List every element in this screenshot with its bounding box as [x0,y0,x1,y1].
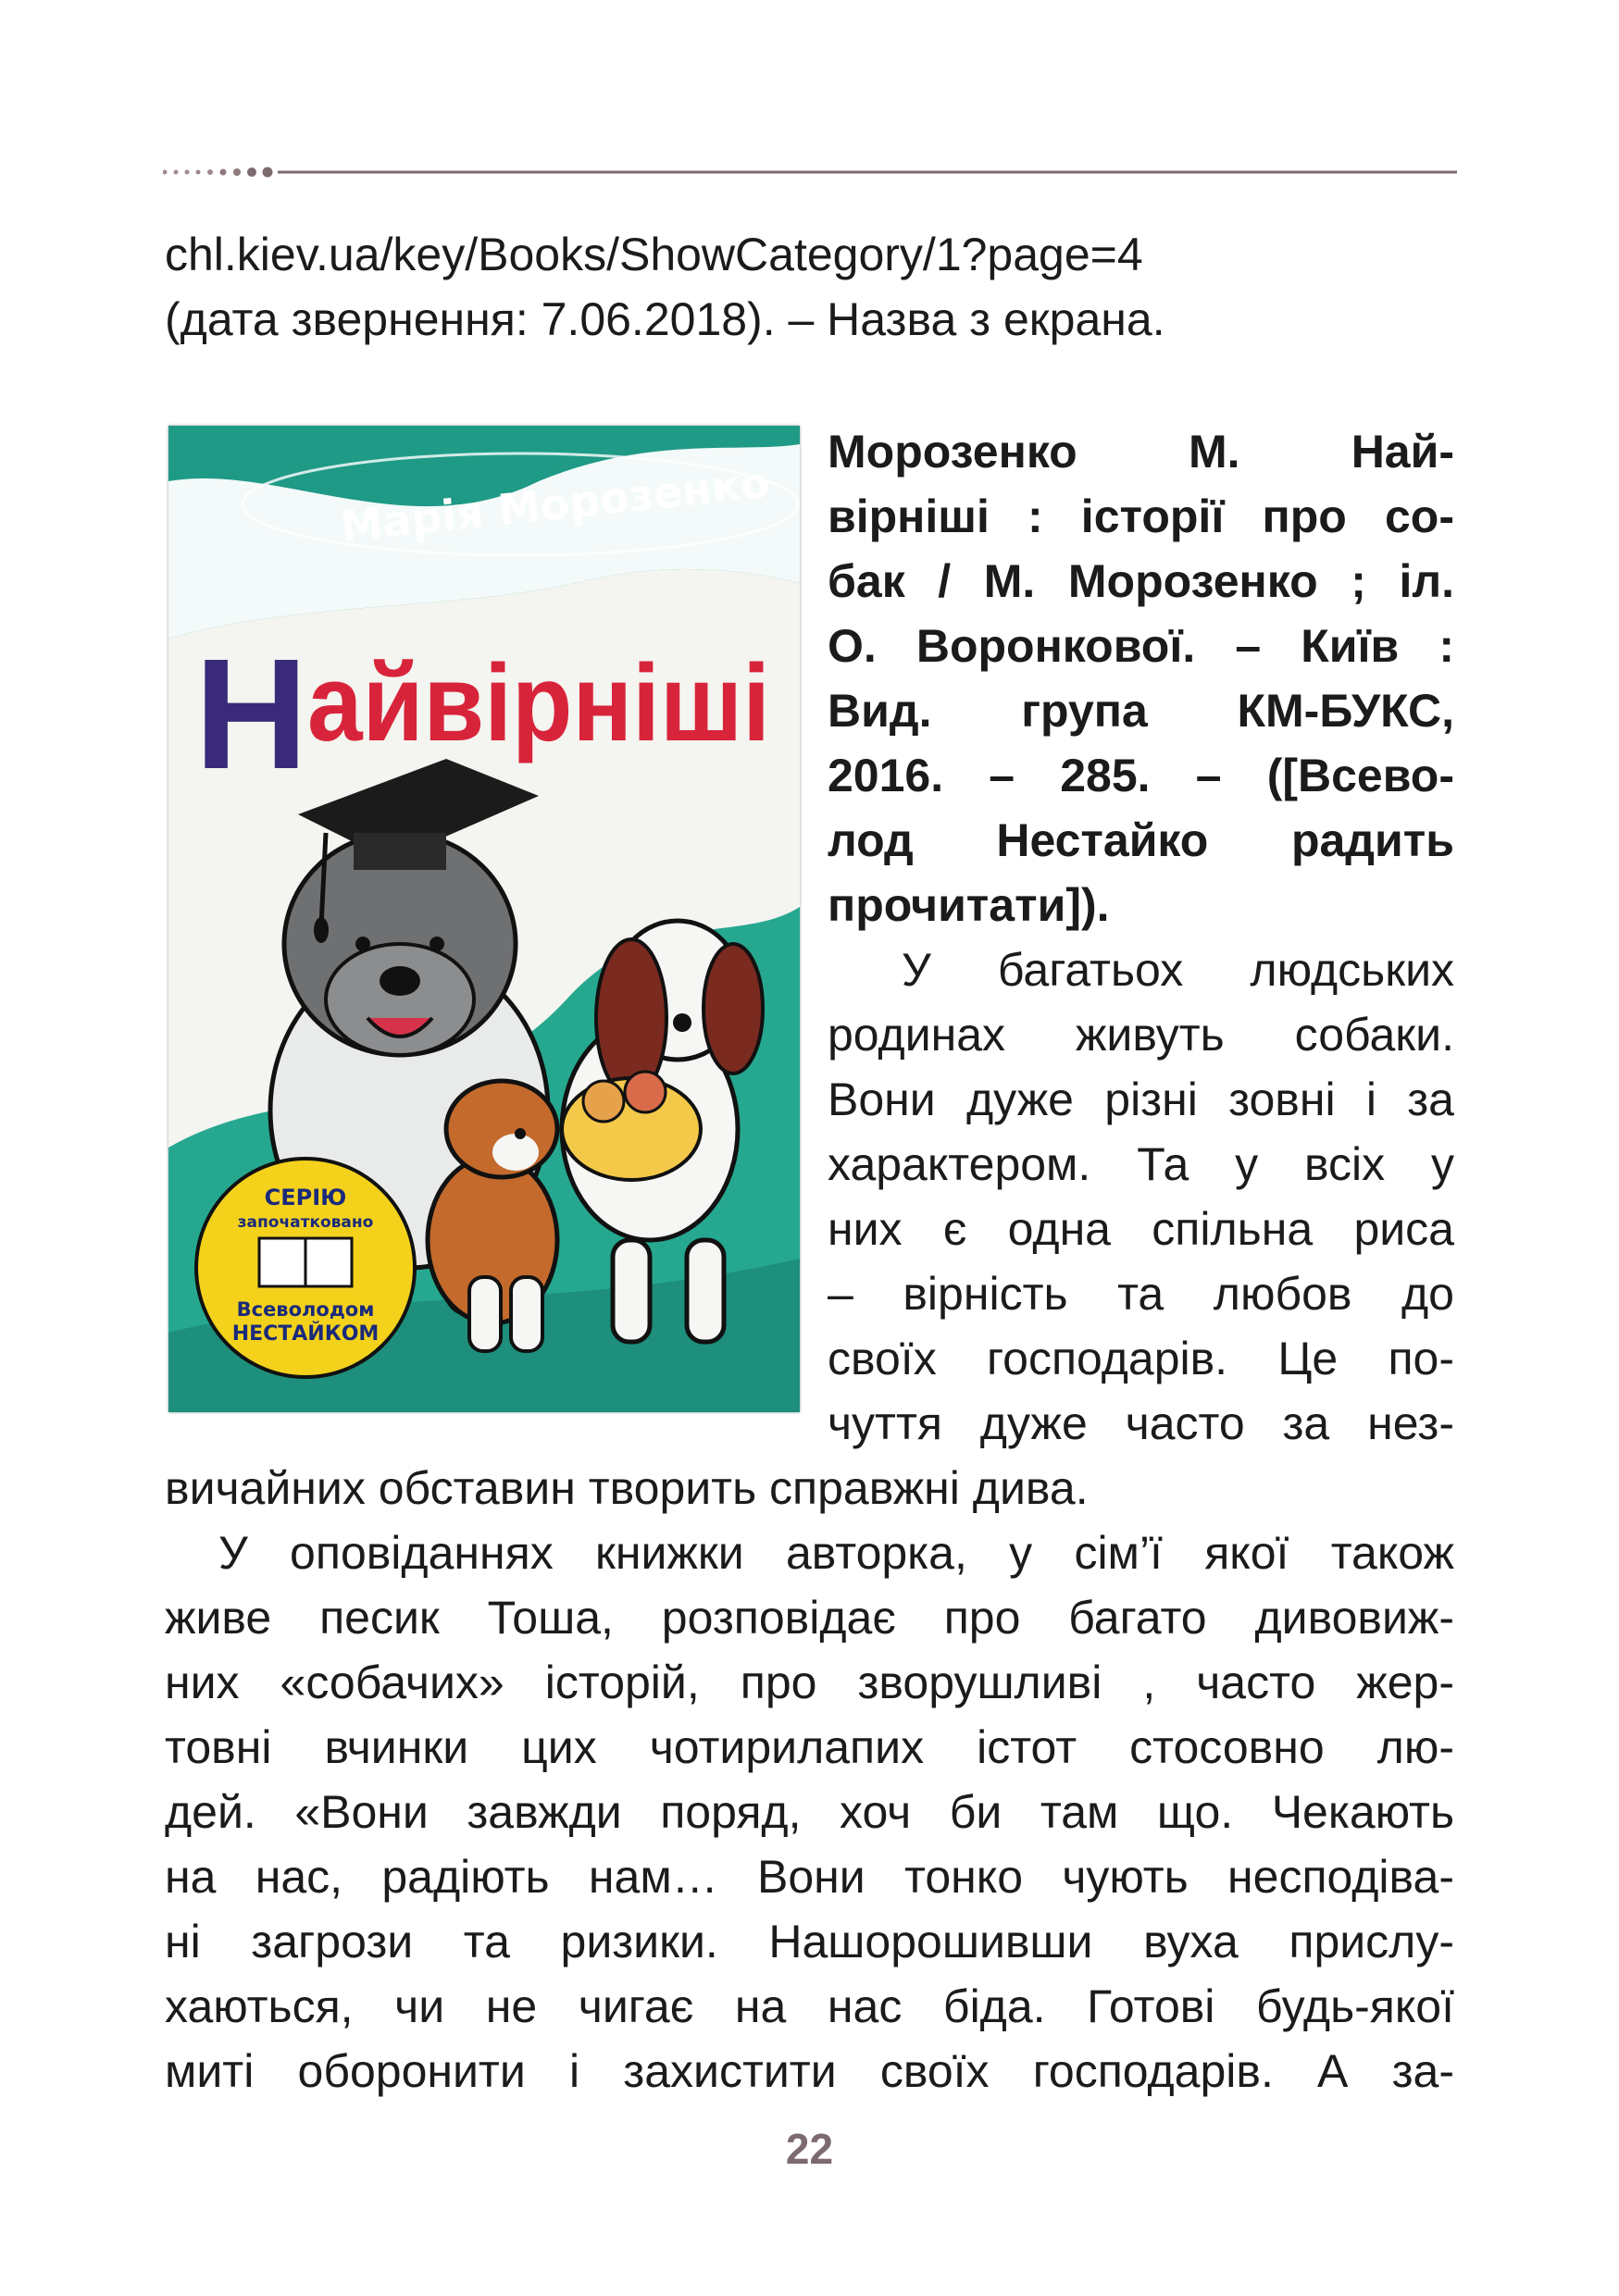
body-line: Вони дуже різні зовні і за [828,1074,1454,1125]
body-line: хаються, чи не чигає на нас біда. Готові будь-якої [165,1980,1454,2032]
cover-author: Марія Морозенко [338,456,772,552]
header-dotted-rule [163,165,1459,180]
body-line: товні вчинки цих чотирилапих істот стосовно лю- [165,1721,1454,1773]
citation-line: лод Нестайко радить [828,814,1454,866]
body-line: У оповіданнях книжки авторка, у сім’ї якої також [218,1527,1454,1579]
source-url-line: chl.kiev.ua/key/Books/ShowCategory/1?page=4 [165,229,1143,280]
body-line: живе песик Тоша, розповідає про багато дивовиж- [165,1592,1454,1644]
badge-line-4: НЕСТАЙКОМ [231,1322,380,1346]
badge-line-2: започатковано [237,1213,374,1232]
citation-line: Вид. група КМ-БУКС, [828,685,1454,737]
citation-line: вірніші : історії про со- [828,490,1454,542]
page-number: 22 [785,2125,834,2173]
badge-line-1: СЕРІЮ [264,1185,347,1210]
series-badge [196,1159,415,1377]
body-line: своїх господарів. Це по- [828,1333,1454,1384]
body-line: ні загрози та ризики. Нашорошивши вуха прислу- [165,1916,1454,1967]
body-line: дей. «Вони завжди поряд, хоч би там що. Чекають [165,1786,1454,1838]
citation-line: Морозенко М. Най- [828,426,1454,478]
body-line: них «собачих» історій, про зворушливі , часто жер- [165,1657,1454,1708]
body-line: У багатьох людських [902,944,1454,996]
citation-line: 2016. – 285. – ([Всево- [828,750,1454,801]
body-line: – вірність та любов до [828,1268,1454,1320]
body-line: на нас, радіють нам… Вони тонко чують несподіва- [165,1851,1454,1903]
badge-line-3: Всеволодом [236,1298,375,1321]
cover-title: айвірніші [307,642,770,764]
citation-line: прочитати]). [828,879,1110,931]
body-line: характером. Та у всіх у [828,1138,1454,1190]
body-line: вичайних обставин творить справжні дива. [165,1462,1089,1514]
body-line: миті оборонити і захистити своїх господарів. А за- [165,2045,1454,2097]
body-line: них є одна спільна риса [828,1203,1454,1255]
citation-line: О. Воронкової. – Київ : [828,620,1454,672]
access-date-line: (дата звернення: 7.06.2018). – Назва з екрана. [165,293,1165,345]
cover-title-initial: Н [194,627,308,802]
book-cover-image [168,426,800,1412]
citation-line: бак / М. Морозенко ; іл. [828,555,1454,607]
body-line: родинах живуть собаки. [828,1009,1454,1061]
body-line: чуття дуже часто за нез- [828,1397,1454,1449]
